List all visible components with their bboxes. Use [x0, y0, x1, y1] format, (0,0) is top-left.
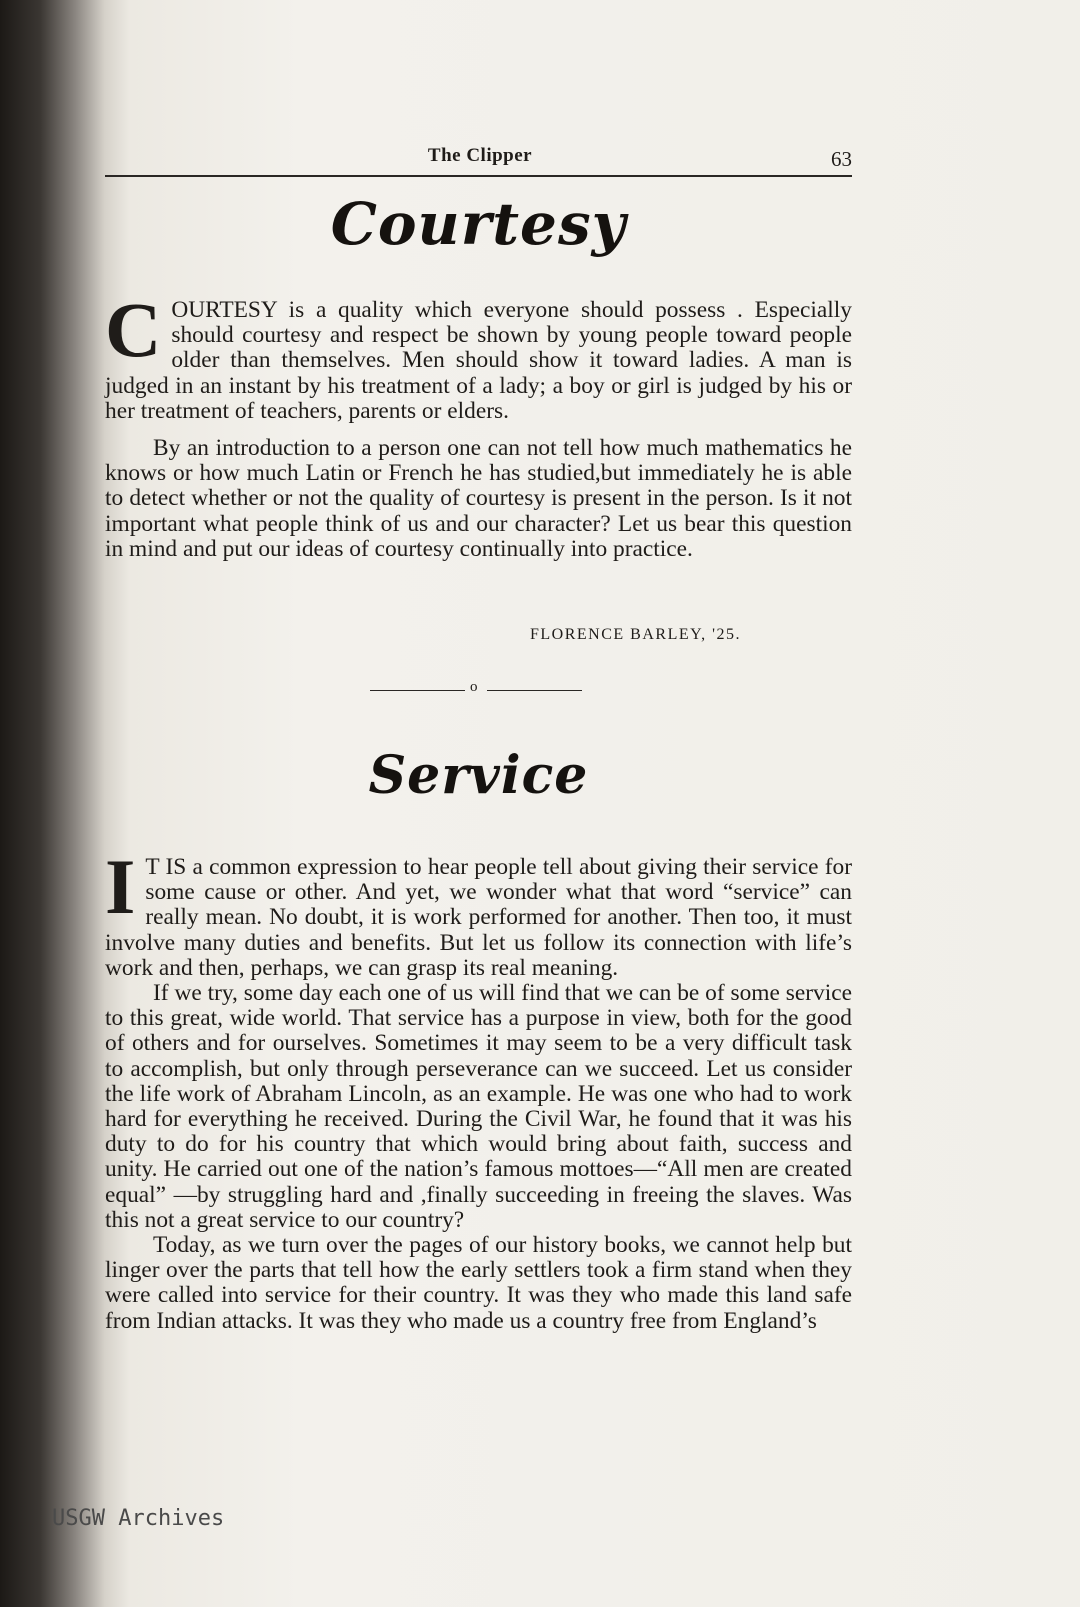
- paragraph: Today, as we turn over the pages of our history books, we cannot help but linger over the parts that tell how the early settlers took a firm stand when they were called into service for their country. It was they who made this land safe from Indian attacks. It was they who made us a country free from England’s: [105, 1232, 852, 1334]
- drop-cap: I: [105, 843, 136, 930]
- article-title-courtesy: Courtesy: [330, 190, 627, 258]
- paragraph: By an introduction to a person one can not tell how much mathematics he knows or how much Latin or French he has studied,but immediately he is able to detect whether or not the quality of courtesy is present in the person. Is it not important what people think of us and our character? Let us bear this question in mind and put our ideas of courtesy continually into practice.: [105, 435, 852, 562]
- page-number: 63: [831, 147, 852, 171]
- running-header: [105, 145, 852, 177]
- paragraph: If we try, some day each one of us will find that we can be of some service to this great, wide world. That service has a purpose in view, both for the good of others and for ourselves. Sometimes it may seem to be a very difficult task to accomplish, but only through perseverance can we succeed. Let us consider the life work of Abraham Lincoln, as an example. He was one who had to work hard for everything he received. During the Civil War, he found that it was his duty to do for his country that which would bring about faith, success and unity. He carried out one of the nation’s famous mottoes—“All men are created equal” —by struggling hard and ,finally succeeding in freeing the slaves. Was this not a great service to our country?: [105, 980, 852, 1233]
- paragraph: I T IS a common expression to hear people tell about giving their service for some cause or other. And yet, we wonder what that word “service” can really mean. No doubt, it is work performed for another. Then too, it must involve many duties and benefits. But let us follow its connection with life’s work and then, perhaps, we can grasp its real meaning.: [105, 843, 852, 981]
- section-divider: [370, 679, 582, 696]
- divider-ornament: o: [470, 679, 478, 695]
- divider-rule: [487, 690, 582, 691]
- drop-cap: C: [105, 286, 162, 373]
- author-signature: FLORENCE BARLEY, '25.: [530, 626, 741, 643]
- article-title-service: Service: [368, 745, 589, 806]
- divider-rule: [370, 690, 465, 691]
- paragraph: COURTESY is a quality which everyone should possess . Especially should courtesy and respect be shown by young people toward people older than themselves. Men should show it toward ladies. A man is judged in an instant by his treatment of a lady; a boy or girl is judged by his or her treatment of teachers, parents or elders.: [105, 286, 852, 424]
- article-body-service: [105, 843, 852, 1334]
- archive-watermark: USGW Archives: [52, 1506, 225, 1531]
- running-title: The Clipper: [427, 145, 533, 166]
- article-body-courtesy: [105, 286, 852, 562]
